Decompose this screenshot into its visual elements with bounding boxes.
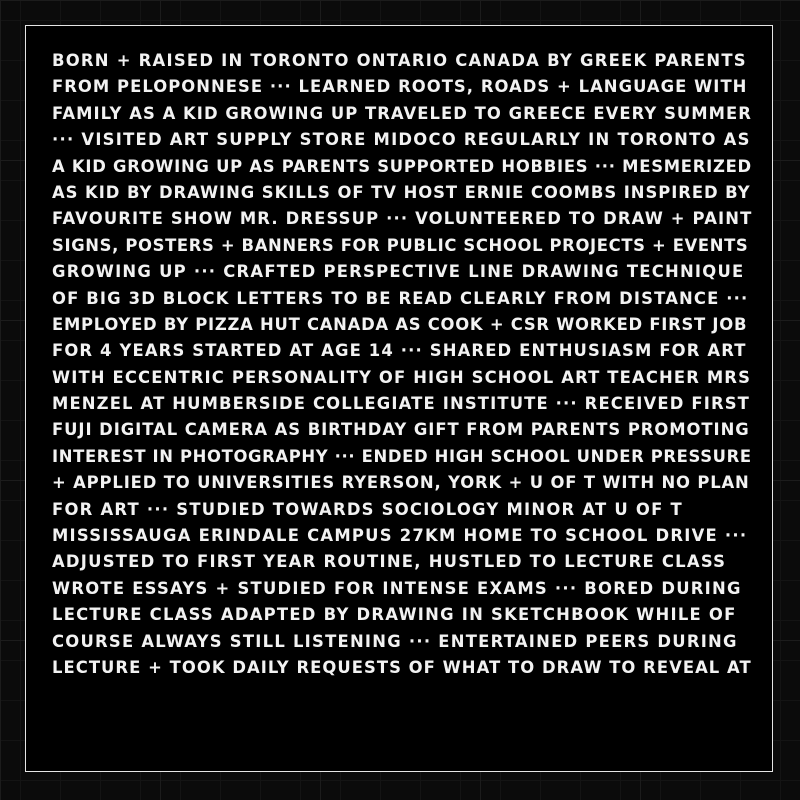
bio-text-block — [52, 48, 752, 681]
text-line: SIGNS, POSTERS + BANNERS FOR PUBLIC SCHOOL PROJECTS + EVENTS — [52, 235, 749, 255]
text-line: FOR ART ··· STUDIED TOWARDS SOCIOLOGY MINOR AT U OF T — [52, 499, 683, 519]
text-line: FUJI DIGITAL CAMERA AS BIRTHDAY GIFT FROM PARENTS PROMOTING — [52, 420, 750, 440]
text-line: FOR 4 YEARS STARTED AT AGE 14 ··· SHARED ENTHUSIASM FOR ART — [52, 341, 747, 361]
text-line: WROTE ESSAYS + STUDIED FOR INTENSE EXAMS ··· BORED DURING — [52, 578, 742, 598]
text-line: FAVOURITE SHOW MR. DRESSUP ··· VOLUNTEERED TO DRAW + PAINT — [52, 209, 753, 229]
text-line: EMPLOYED BY PIZZA HUT CANADA AS COOK + CSR WORKED FIRST JOB — [52, 314, 748, 334]
text-line: AS KID BY DRAWING SKILLS OF TV HOST ERNIE COOMBS INSPIRED BY — [52, 182, 751, 202]
text-line: + APPLIED TO UNIVERSITIES RYERSON, YORK + U OF T WITH NO PLAN — [52, 473, 750, 493]
text-line: OF BIG 3D BLOCK LETTERS TO BE READ CLEARLY FROM DISTANCE ··· — [52, 288, 749, 308]
text-line: ··· VISITED ART SUPPLY STORE MIDOCO REGULARLY IN TORONTO AS — [52, 130, 751, 150]
text-line: FROM PELOPONNESE ··· LEARNED ROOTS, ROADS + LANGUAGE WITH — [52, 77, 748, 97]
text-line: MENZEL AT HUMBERSIDE COLLEGIATE INSTITUTE ··· RECEIVED FIRST — [52, 394, 751, 414]
text-line: MISSISSAUGA ERINDALE CAMPUS 27KM HOME TO SCHOOL DRIVE ··· — [52, 526, 748, 546]
text-line: LECTURE + TOOK DAILY REQUESTS OF WHAT TO DRAW TO REVEAL AT — [52, 657, 752, 677]
text-line: ADJUSTED TO FIRST YEAR ROUTINE, HUSTLED TO LECTURE CLASS — [52, 552, 727, 572]
text-line: A KID GROWING UP AS PARENTS SUPPORTED HOBBIES ··· MESMERIZED — [52, 156, 752, 176]
text-line: INTEREST IN PHOTOGRAPHY ··· ENDED HIGH SCHOOL UNDER PRESSURE — [52, 446, 752, 466]
text-line: LECTURE CLASS ADAPTED BY DRAWING IN SKETCHBOOK WHILE OF — [52, 605, 737, 625]
text-line: FAMILY AS A KID GROWING UP TRAVELED TO GREECE EVERY SUMMER — [52, 103, 752, 123]
text-line: WITH ECCENTRIC PERSONALITY OF HIGH SCHOOL ART TEACHER MRS — [52, 367, 752, 387]
text-line: COURSE ALWAYS STILL LISTENING ··· ENTERTAINED PEERS DURING — [52, 631, 738, 651]
bio-text-panel — [25, 25, 773, 772]
text-line: BORN + RAISED IN TORONTO ONTARIO CANADA BY GREEK PARENTS — [52, 51, 747, 70]
text-line: GROWING UP ··· CRAFTED PERSPECTIVE LINE DRAWING TECHNIQUE — [52, 262, 745, 282]
